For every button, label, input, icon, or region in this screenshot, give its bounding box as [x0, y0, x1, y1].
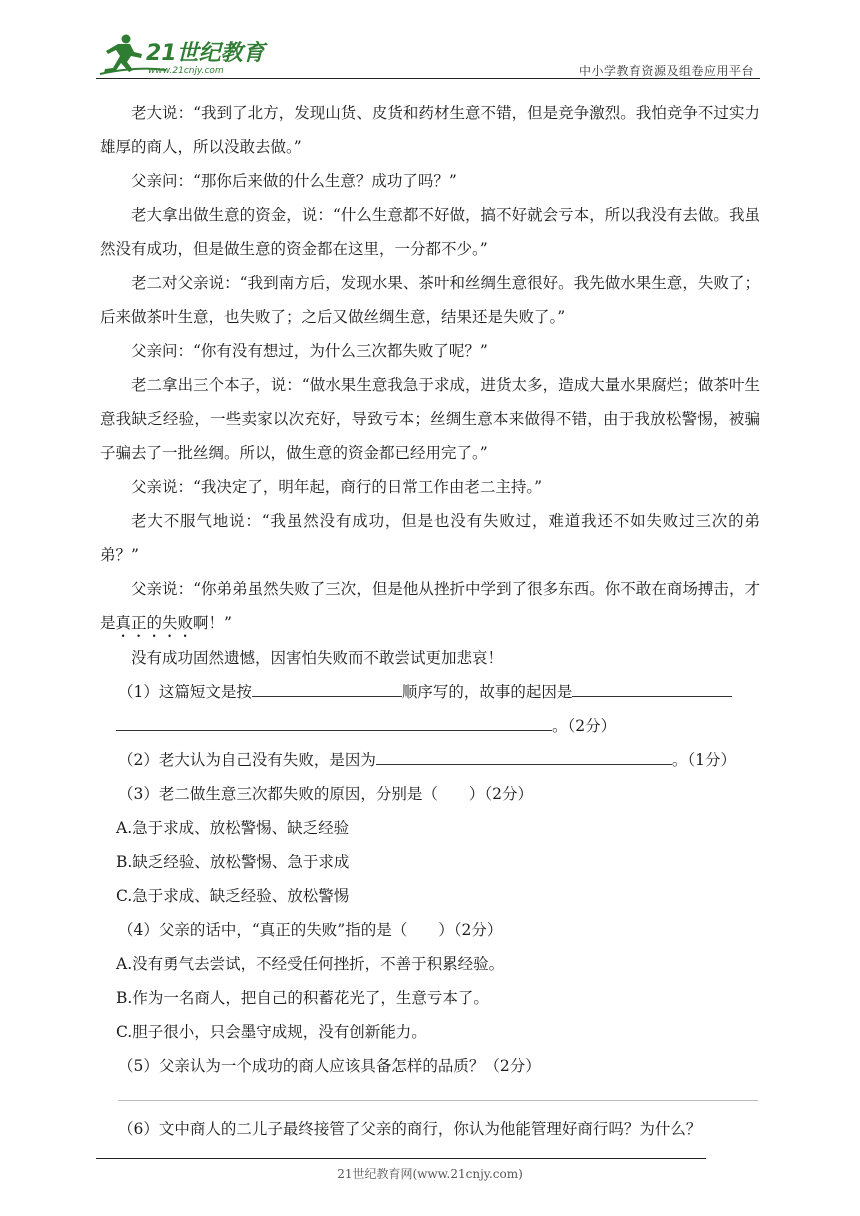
option-b: B.缺乏经验、放松警惕、急于求成	[116, 853, 350, 871]
question-1-continued	[100, 709, 760, 743]
answer-blank[interactable]	[116, 714, 552, 731]
question-text: （2）老大认为自己没有失败，是因为	[118, 751, 376, 769]
footer-divider	[96, 1158, 706, 1159]
21cnjy-logo	[96, 30, 276, 78]
story-paragraph	[100, 572, 760, 641]
answer-line[interactable]	[118, 1100, 758, 1101]
question-6: （6）文中商人的二儿子最终接管了父亲的商行，你认为他能管理好商行吗？为什么？	[118, 1120, 702, 1138]
story-paragraph: 父亲问：“你有没有想过，为什么三次都失败了呢？”	[131, 342, 488, 360]
runner-icon	[104, 35, 142, 74]
option-a: A.急于求成、放松警惕、缺乏经验	[116, 819, 350, 837]
story-paragraph: 老大拿出做生意的资金，说：“什么生意都不好做，搞不好就会亏本，所以我没有去做。我虽然没有成功，但是做生意的资金都在这里，一分都不少。”	[100, 206, 760, 258]
document-body	[100, 96, 760, 1083]
answer-blank[interactable]	[252, 680, 402, 697]
question-5: （5）父亲认为一个成功的商人应该具备怎样的品质？（2分）	[118, 1057, 541, 1075]
answer-blank[interactable]	[376, 748, 672, 765]
question-text: 。（2分）	[552, 717, 617, 735]
story-paragraph: 老二拿出三个本子，说：“做水果生意我急于求成，进货太多，造成大量水果腐烂；做茶叶生意我缺乏经验，一些卖家以次充好，导致亏本；丝绸生意本来做得不错，由于我放松警惕，被骗子骗去了一批丝绸。所以，做生意的资金都已经用完了。”	[100, 376, 760, 462]
question-1	[100, 675, 760, 709]
story-paragraph: 老大不服气地说：“我虽然没有成功，但是也没有失败过，难道我还不如失败过三次的弟弟？”	[100, 512, 760, 564]
option-b: B.作为一名商人，把自己的积蓄花光了，生意亏本了。	[116, 989, 489, 1007]
question-text: 。（1分）	[671, 751, 736, 769]
story-paragraph: 老二对父亲说：“我到南方后，发现水果、茶叶和丝绸生意很好。我先做水果生意，失败了；后来做茶叶生意，也失败了；之后又做丝绸生意，结果还是失败了。”	[100, 274, 760, 326]
emphasized-text: 真正的失败	[115, 614, 194, 632]
story-paragraph: 父亲问：“那你后来做的什么生意？成功了吗？”	[131, 172, 457, 190]
story-paragraph: 父亲说：“我决定了，明年起，商行的日常工作由老二主持。”	[131, 478, 543, 496]
question-3: （3）老二做生意三次都失败的原因，分别是（ ）（2分）	[118, 785, 533, 803]
page-header	[96, 30, 760, 78]
option-c: C.急于求成、缺乏经验、放松警惕	[116, 887, 350, 905]
option-c: C.胆子很小，只会墨守成规，没有创新能力。	[116, 1023, 427, 1041]
logo-url: www.21cnjy.com	[148, 66, 224, 76]
paragraph-text: 父亲说：“你弟弟虽然失败了三次，但是他从挫折中学到了很多东西。你不敢在商场搏击，才是	[100, 580, 760, 632]
story-conclusion: 没有成功固然遗憾，因害怕失败而不敢尝试更加悲哀！	[131, 649, 504, 667]
question-text: （1）这篇短文是按	[118, 683, 252, 701]
footer-text: 21世纪教育网(www.21cnjy.com)	[337, 1167, 523, 1181]
platform-name: 中小学教育资源及组卷应用平台	[578, 64, 754, 78]
question-2	[100, 743, 760, 777]
option-a: A.没有勇气去尝试，不经受任何挫折，不善于积累经验。	[116, 955, 505, 973]
question-4: （4）父亲的话中，“真正的失败”指的是（ ）（2分）	[118, 921, 503, 939]
story-paragraph: 老大说：“我到了北方，发现山货、皮货和药材生意不错，但是竞争激烈。我怕竞争不过实力雄厚的商人，所以没敢去做。”	[100, 104, 760, 156]
question-text: 顺序写的，故事的起因是	[401, 683, 573, 701]
paragraph-text: 啊！”	[193, 614, 232, 632]
header-divider	[96, 78, 760, 79]
answer-blank[interactable]	[572, 680, 732, 697]
logo-text: 21世纪教育	[146, 41, 265, 66]
